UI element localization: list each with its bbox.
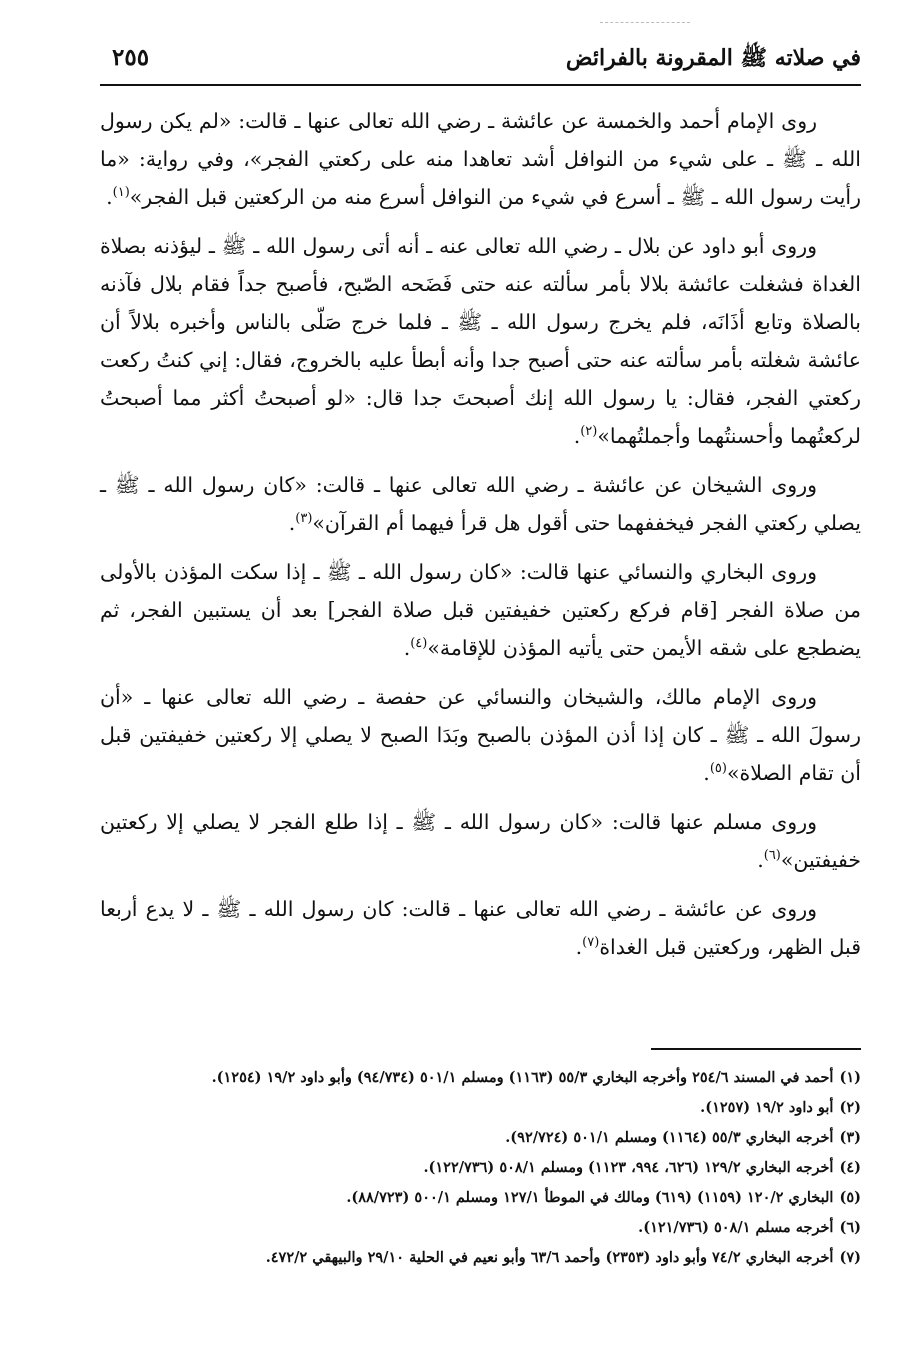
footnote-ref: (١) <box>112 185 130 201</box>
footnote-text: أحمد في المسند ٢٥٤/٦ وأخرجه البخاري ٥٥/٣ (١١٦٣) ومسلم ٥٠١/١ (٩٤/٧٣٤) وأبو داود ١٩/٢ (١٢٥٤). <box>211 1069 834 1086</box>
footnote-text: البخاري ١٢٠/٢ (١١٥٩) (٦١٩) ومالك في الموطأ ١٢٧/١ ومسلم ٥٠٠/١ (٨٨/٧٢٣). <box>346 1189 834 1206</box>
footnote <box>100 1214 861 1241</box>
paragraph: وروى أبو داود عن بلال ـ رضي الله تعالى عنه ـ أنه أتى رسول الله ـ ﷺ ـ ليؤذنه بصلاة الغداة فشغلت عائشة بلالا بأمر سألته عنه حتى فَضَحه الصّبح، فأصبح جداً فقام بلال فآذنه بالصلاة وتابع أذَانَه، فلم يخرج رسول الله ـ ﷺ ـ فلما خرج صَلّى بالناس وأخبره بلالاً أن عائشة شغلته بأمر سألته عنه حتى أصبح جدا وأنه أبطأ عليه بالخروج، فقال: إني كنتُ ركعت ركعتي الفجر، فقال: يا رسول الله إنك أصبحتَ جدا قال: «لو أصبحتُ أكثر مما أصبحتُ لركعتُهما وأحسنتُهما وأجملتُهما»$^{(٢)}$. <box>100 234 861 448</box>
main-text <box>100 102 861 977</box>
paragraph-text: روى الإمام أحمد والخمسة عن عائشة ـ رضي الله تعالى عنها ـ قالت: «لم يكن رسول الله ـ ﷺ ـ على شيء من النوافل أشد تعاهدا منه على ركعتي الفجر»، وفي رواية: «ما رأيت رسول الله ـ ﷺ ـ أسرع في شيء من النوافل أسرع منه من الركعتين قبل الفجر» <box>100 109 861 209</box>
running-header <box>100 38 861 86</box>
paragraph-text: وروى البخاري والنسائي عنها قالت: «كان رسول الله ـ ﷺ ـ إذا سكت المؤذن بالأولى من صلاة الفجر [قام فركع ركعتين خفيفتين قبل صلاة الفجر] بعد أن يستبين الفجر، ثم يضطجع على شقه الأيمن حتى يأتيه المؤذن للإقامة» <box>100 560 861 660</box>
footnote-text: أخرجه مسلم ٥٠٨/١ (١٢١/٧٣٦). <box>638 1219 834 1236</box>
footnote-number: (٢) <box>839 1099 861 1116</box>
footnote <box>100 1154 861 1181</box>
paragraph: وروى الإمام مالك، والشيخان والنسائي عن حفصة ـ رضي الله تعالى عنها ـ «أن رسولَ الله ـ ﷺ ـ كان إذا أذن المؤذن بالصبح وبَدَا الصبح لا يصلي إلا ركعتين خفيفتين قبل أن تقام الصلاة»$^{(٥)}$. <box>100 685 861 785</box>
footnote-ref: (٦) <box>763 848 781 864</box>
footnote-ref: (٢) <box>580 424 598 440</box>
footnote <box>100 1124 861 1151</box>
footnote <box>100 1244 861 1271</box>
footnotes <box>100 1064 861 1274</box>
footnote-number: (٧) <box>839 1249 861 1266</box>
paragraph: وروى عن عائشة ـ رضي الله تعالى عنها ـ قالت: كان رسول الله ـ ﷺ ـ لا يدع أربعا قبل الظهر، وركعتين قبل الغداة$^{(٧)}$. <box>100 897 861 959</box>
header-title: في صلاته ﷺ المقرونة بالفرائض <box>565 45 861 71</box>
footnote-text: أخرجه البخاري ١٢٩/٢ (٦٢٦، ٩٩٤، ١١٢٣) ومسلم ٥٠٨/١ (١٢٢/٧٣٦). <box>423 1159 834 1176</box>
footnote <box>100 1184 861 1211</box>
footnote-ref: (٥) <box>709 761 727 777</box>
paragraph: وروى البخاري والنسائي عنها قالت: «كان رسول الله ـ ﷺ ـ إذا سكت المؤذن بالأولى من صلاة الفجر [قام فركع ركعتين خفيفتين قبل صلاة الفجر] بعد أن يستبين الفجر، ثم يضطجع على شقه الأيمن حتى يأتيه المؤذن للإقامة»$^{(٤)}$. <box>100 560 861 660</box>
footnote-separator <box>651 1048 861 1050</box>
paragraph: وروى الشيخان عن عائشة ـ رضي الله تعالى عنها ـ قالت: «كان رسول الله ـ ﷺ ـ يصلي ركعتي الفجر فيخففهما حتى أقول هل قرأ فيهما أم القرآن»$^{(٣)}$. <box>100 473 861 535</box>
footnote-text: أخرجه البخاري ٥٥/٣ (١١٦٤) ومسلم ٥٠١/١ (٩٢/٧٢٤). <box>505 1129 834 1146</box>
footnote-ref: (٣) <box>295 511 313 527</box>
paragraph-text: وروى الشيخان عن عائشة ـ رضي الله تعالى عنها ـ قالت: «كان رسول الله ـ ﷺ ـ يصلي ركعتي الفجر فيخففهما حتى أقول هل قرأ فيهما أم القرآن» <box>100 473 861 535</box>
paragraph-text: وروى مسلم عنها قالت: «كان رسول الله ـ ﷺ ـ إذا طلع الفجر لا يصلي إلا ركعتين خفيفتين» <box>100 810 861 872</box>
scan-artifact <box>600 22 690 23</box>
footnote-text: أخرجه البخاري ٧٤/٢ وأبو داود (٢٣٥٣) وأحمد ٦٣/٦ وأبو نعيم في الحلية ٢٩/١٠ والبيهقي ٤٧٢/٢. <box>265 1249 834 1266</box>
paragraph-text: وروى الإمام مالك، والشيخان والنسائي عن حفصة ـ رضي الله تعالى عنها ـ «أن رسولَ الله ـ ﷺ ـ كان إذا أذن المؤذن بالصبح وبَدَا الصبح لا يصلي إلا ركعتين خفيفتين قبل أن تقام الصلاة» <box>100 685 861 785</box>
page-number: ٢٥٥ <box>112 44 150 71</box>
paragraph: روى الإمام أحمد والخمسة عن عائشة ـ رضي الله تعالى عنها ـ قالت: «لم يكن رسول الله ـ ﷺ ـ على شيء من النوافل أشد تعاهدا منه على ركعتي الفجر»، وفي رواية: «ما رأيت رسول الله ـ ﷺ ـ أسرع في شيء من النوافل أسرع منه من الركعتين قبل الفجر»$^{(١)}$. <box>100 109 861 209</box>
footnote <box>100 1094 861 1121</box>
footnote <box>100 1064 861 1091</box>
footnote-number: (٦) <box>839 1219 861 1236</box>
footnote-ref: (٤) <box>410 636 428 652</box>
footnote-number: (٣) <box>839 1129 861 1146</box>
footnote-number: (١) <box>839 1069 861 1086</box>
footnote-ref: (٧) <box>582 935 600 951</box>
paragraph-text: وروى عن عائشة ـ رضي الله تعالى عنها ـ قالت: كان رسول الله ـ ﷺ ـ لا يدع أربعا قبل الظهر، وركعتين قبل الغداة <box>100 897 861 959</box>
footnote-number: (٥) <box>839 1189 861 1206</box>
footnote-text: أبو داود ١٩/٢ (١٢٥٧). <box>700 1099 834 1116</box>
footnote-number: (٤) <box>839 1159 861 1176</box>
paragraph-text: وروى أبو داود عن بلال ـ رضي الله تعالى عنه ـ أنه أتى رسول الله ـ ﷺ ـ ليؤذنه بصلاة الغداة فشغلت عائشة بلالا بأمر سألته عنه حتى فَضَحه الصّبح، فأصبح جداً فقام بلال فآذنه بالصلاة وتابع أذَانَه، فلم يخرج رسول الله ـ ﷺ ـ فلما خرج صَلّى بالناس وأخبره بلالاً أن عائشة شغلته بأمر سألته عنه حتى أصبح جدا وأنه أبطأ عليه بالخروج، فقال: إني كنتُ ركعت ركعتي الفجر، فقال: يا رسول الله إنك أصبحتَ جدا قال: «لو أصبحتُ أكثر مما أصبحتُ لركعتُهما وأحسنتُهما وأجملتُهما» <box>100 234 861 448</box>
paragraph: وروى مسلم عنها قالت: «كان رسول الله ـ ﷺ ـ إذا طلع الفجر لا يصلي إلا ركعتين خفيفتين»$^{(٦)}$. <box>100 810 861 872</box>
